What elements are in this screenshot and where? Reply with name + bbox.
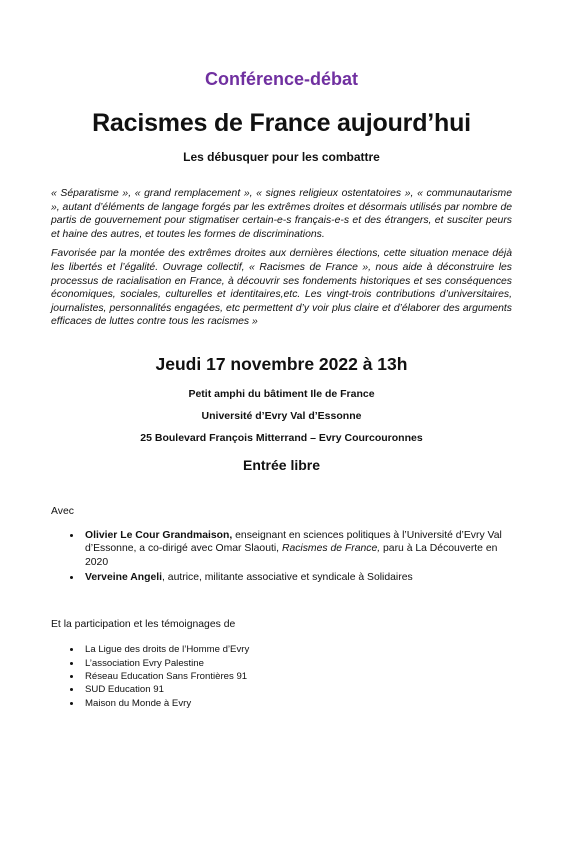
speaker-description: enseignant en sciences politiques à l’Université d’Evry Val d’Essonne, a co-dirigé avec Omar Slaouti,	[85, 529, 502, 555]
intro-paragraph-1: « Séparatisme », « grand remplacement », « signes religieux ostentatoires », « communautarisme », autant d’éléments de langage forgés par les extrêmes droites et désormais utilisés par nombre de partis de gouvernement pour stigmatiser certain-e-s français-e-s et des étrangers, et susciter peurs et haine des autres, et toutes les formes de discriminations.	[51, 188, 512, 240]
speaker-item	[82, 529, 512, 569]
intro-text	[51, 187, 512, 329]
speaker-description-end: paru à La Découverte en 2020	[85, 543, 498, 568]
speaker-description: , autrice, militante associative et syndicale à Solidaires	[162, 571, 413, 583]
speakers-list	[51, 529, 512, 584]
speaker-item	[82, 571, 512, 584]
organization-item: • L’association Evry Palestine	[82, 657, 512, 670]
participation-intro: Et la participation et les témoignages de	[51, 619, 236, 631]
organization-item: • Réseau Education Sans Frontières 91	[82, 670, 512, 683]
speaker-name: Verveine Angeli	[85, 571, 163, 583]
venue-address: 25 Boulevard François Mitterrand – Evry Courcouronnes	[140, 431, 423, 444]
organization-item: • Maison du Monde à Evry	[82, 697, 512, 710]
speakers-intro: Avec	[51, 505, 74, 517]
event-type-heading: Conférence-débat	[204, 69, 359, 89]
organization-item: • La Ligue des droits de l’Homme d’Evry	[82, 643, 512, 656]
organizations-list	[51, 643, 512, 710]
organization-item: • SUD Education 91	[82, 683, 512, 696]
flyer-page	[0, 68, 563, 868]
event-date: Jeudi 17 novembre 2022 à 13h	[155, 353, 408, 374]
venue-university: Université d’Evry Val d’Essonne	[201, 409, 362, 422]
page-title: Racismes de France aujourd’hui	[92, 109, 471, 137]
venue-room: Petit amphi du bâtiment Ile de France	[188, 387, 375, 400]
entry-notice: Entrée libre	[242, 456, 321, 473]
speaker-name: Olivier Le Cour Grandmaison,	[85, 529, 233, 541]
book-title: Racismes de France,	[281, 543, 381, 555]
intro-paragraph-2: Favorisée par la montée des extrêmes droites aux dernières élections, cette situation menace déjà les libertés et l’égalité. Ouvrage collectif, « Racismes de France », nous aide à déconstruire les processus de racialisation en France, à découvrir ses fondements historiques et ses conséquences économiques, sociales, culturelles et identitaires,etc. Les vingt-trois contributions d’universitaires, journalistes, personnalités engagées, etc permettent d’y voir plus claire et d’élaborer des arguments efficaces de luttes contre tous les racismes »	[51, 248, 512, 328]
page-subtitle: Les débusquer pour les combattre	[183, 150, 380, 164]
